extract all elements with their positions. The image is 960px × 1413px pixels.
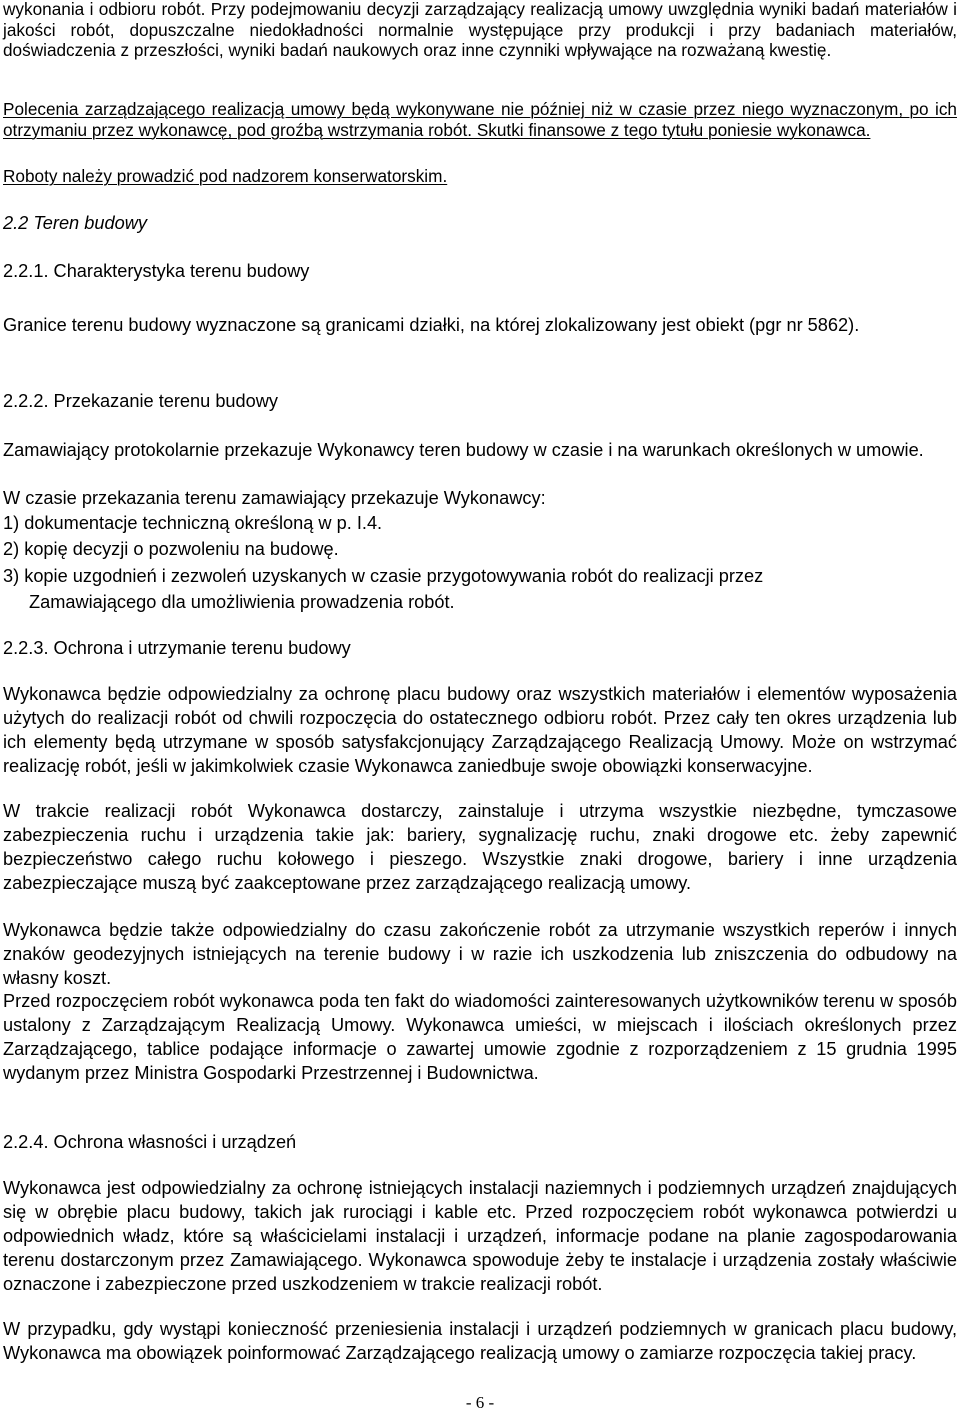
paragraph-2-2-3-4: Przed rozpoczęciem robót wykonawca poda ten fakt do wiadomości zainteresowanych użytkowników terenu w sposób ustalony z Zarządzającym Realizacją Umowy. Wykonawca umieści, w miejscach i ilościach określonych przez Zarządzającego, tablice podające informacje o zawartej umowie zgodnie z rozporządzeniem z 15 grudnia 1995 wydanym przez Ministra Gospodarki Przestrzennej i Budownictwa. <box>3 991 957 1083</box>
section-heading-2-2: 2.2 Teren budowy <box>3 213 147 233</box>
intro-paragraph-2: Polecenia zarządzającego realizacją umowy będą wykonywane nie później niż w czasie przez niego wyznaczonym, po ich otrzymaniu przez wykonawcę, pod groźbą wstrzymania robót. Skutki finansowe z tego tytułu poniesie wykonawca. <box>3 99 957 140</box>
paragraph-2-2-3-1: Wykonawca będzie odpowiedzialny za ochronę placu budowy oraz wszystkich materiałów i elementów wyposażenia użytych do realizacji robót od chwili rozpoczęcia do ostatecznego odbioru robót. Przez cały ten okres urządzenia lub ich elementy będą utrzymane w sposób satysfakcjonujący Zarządzającego Realizacją Umowy. Może on wstrzymać realizację robót, jeśli w jakimkolwiek czasie Wykonawca zaniedbuje swoje obowiązki konserwacyjne. <box>3 684 957 776</box>
section-heading-2-2-4: 2.2.4. Ochrona własności i urządzeń <box>3 1132 297 1152</box>
section-heading-2-2-2: 2.2.2. Przekazanie terenu budowy <box>3 391 279 411</box>
intro-paragraph-1: wykonania i odbioru robót. Przy podejmowaniu decyzji zarządzający realizacją umowy uwzględnia wyniki badań materiałów i jakości robót, dopuszczalne niedokładności normalnie występujące przy produkcji i przy badaniach materiałów, doświadczenia z przeszłości, wyniki badań naukowych oraz inne czynniki wpływające na rozważaną kwestię. <box>3 0 957 61</box>
paragraph-2-2-3-2: W trakcie realizacji robót Wykonawca dostarczy, zainstaluje i utrzyma wszystkie niezbędne, tymczasowe zabezpieczenia ruchu i urządzenia takie jak: bariery, sygnalizację ruchu, znaki drogowe etc. żeby zapewnić bezpieczeństwo całego ruchu kołowego i pieszego. Wszystkie znaki drogowe, bariery i inne urządzenia zabezpieczające muszą być zaakceptowane przez zarządzającego realizacją umowy. <box>3 801 957 893</box>
paragraph-2-2-2-1: Zamawiający protokolarnie przekazuje Wykonawcy teren budowy w czasie i na warunkach określonych w umowie. <box>3 440 924 460</box>
list-item: 3) kopie uzgodnień i zezwoleń uzyskanych w czasie przygotowywania robót do realizacji przez <box>3 566 764 586</box>
paragraph-2-2-1-1: Granice terenu budowy wyznaczone są granicami działki, na której zlokalizowany jest obiekt (pgr nr 5862). <box>3 315 860 335</box>
section-heading-2-2-3: 2.2.3. Ochrona i utrzymanie terenu budowy <box>3 638 351 658</box>
paragraph-2-2-4-2: W przypadku, gdy wystąpi konieczność przeniesienia instalacji i urządzeń podziemnych w granicach placu budowy, Wykonawca ma obowiązek poinformować Zarządzającego realizacją umowy o zamiarze rozpoczęcia takiej pracy. <box>3 1319 957 1363</box>
list-item-continuation: Zamawiającego dla umożliwienia prowadzenia robót. <box>29 592 455 612</box>
intro-paragraph-3: Roboty należy prowadzić pod nadzorem konserwatorskim. <box>3 166 448 186</box>
list-item: 2) kopię decyzji o pozwoleniu na budowę. <box>3 539 339 559</box>
paragraph-2-2-2-2: W czasie przekazania terenu zamawiający przekazuje Wykonawcy: <box>3 488 546 508</box>
paragraph-2-2-4-1: Wykonawca jest odpowiedzialny za ochronę istniejących instalacji naziemnych i podziemnych urządzeń znajdujących się w obrębie placu budowy, takich jak rurociągi i kable etc. Przed rozpoczęciem robót wykonawca potwierdzi u odpowiednich władz, które są właścicielami instalacji i urządzeń, informacje podane na planie zagospodarowania terenu dostarczonym przez Zamawiającego. Wykonawca spowoduje żeby te instalacje i urządzenia zostały właściwie oznaczone i zabezpieczone przed uszkodzeniem w trakcie realizacji robót. <box>3 1178 957 1294</box>
section-heading-2-2-1: 2.2.1. Charakterystyka terenu budowy <box>3 261 310 281</box>
page-number: - 6 - <box>465 1393 495 1412</box>
paragraph-2-2-3-3: Wykonawca będzie także odpowiedzialny do czasu zakończenie robót za utrzymanie wszystkich reperów i innych znaków geodezyjnych istniejących na terenie budowy i w razie ich uszkodzenia lub zniszczenia do odbudowy na własny koszt. <box>3 920 957 988</box>
list-item: 1) dokumentacje techniczną określoną w p. I.4. <box>3 513 383 533</box>
